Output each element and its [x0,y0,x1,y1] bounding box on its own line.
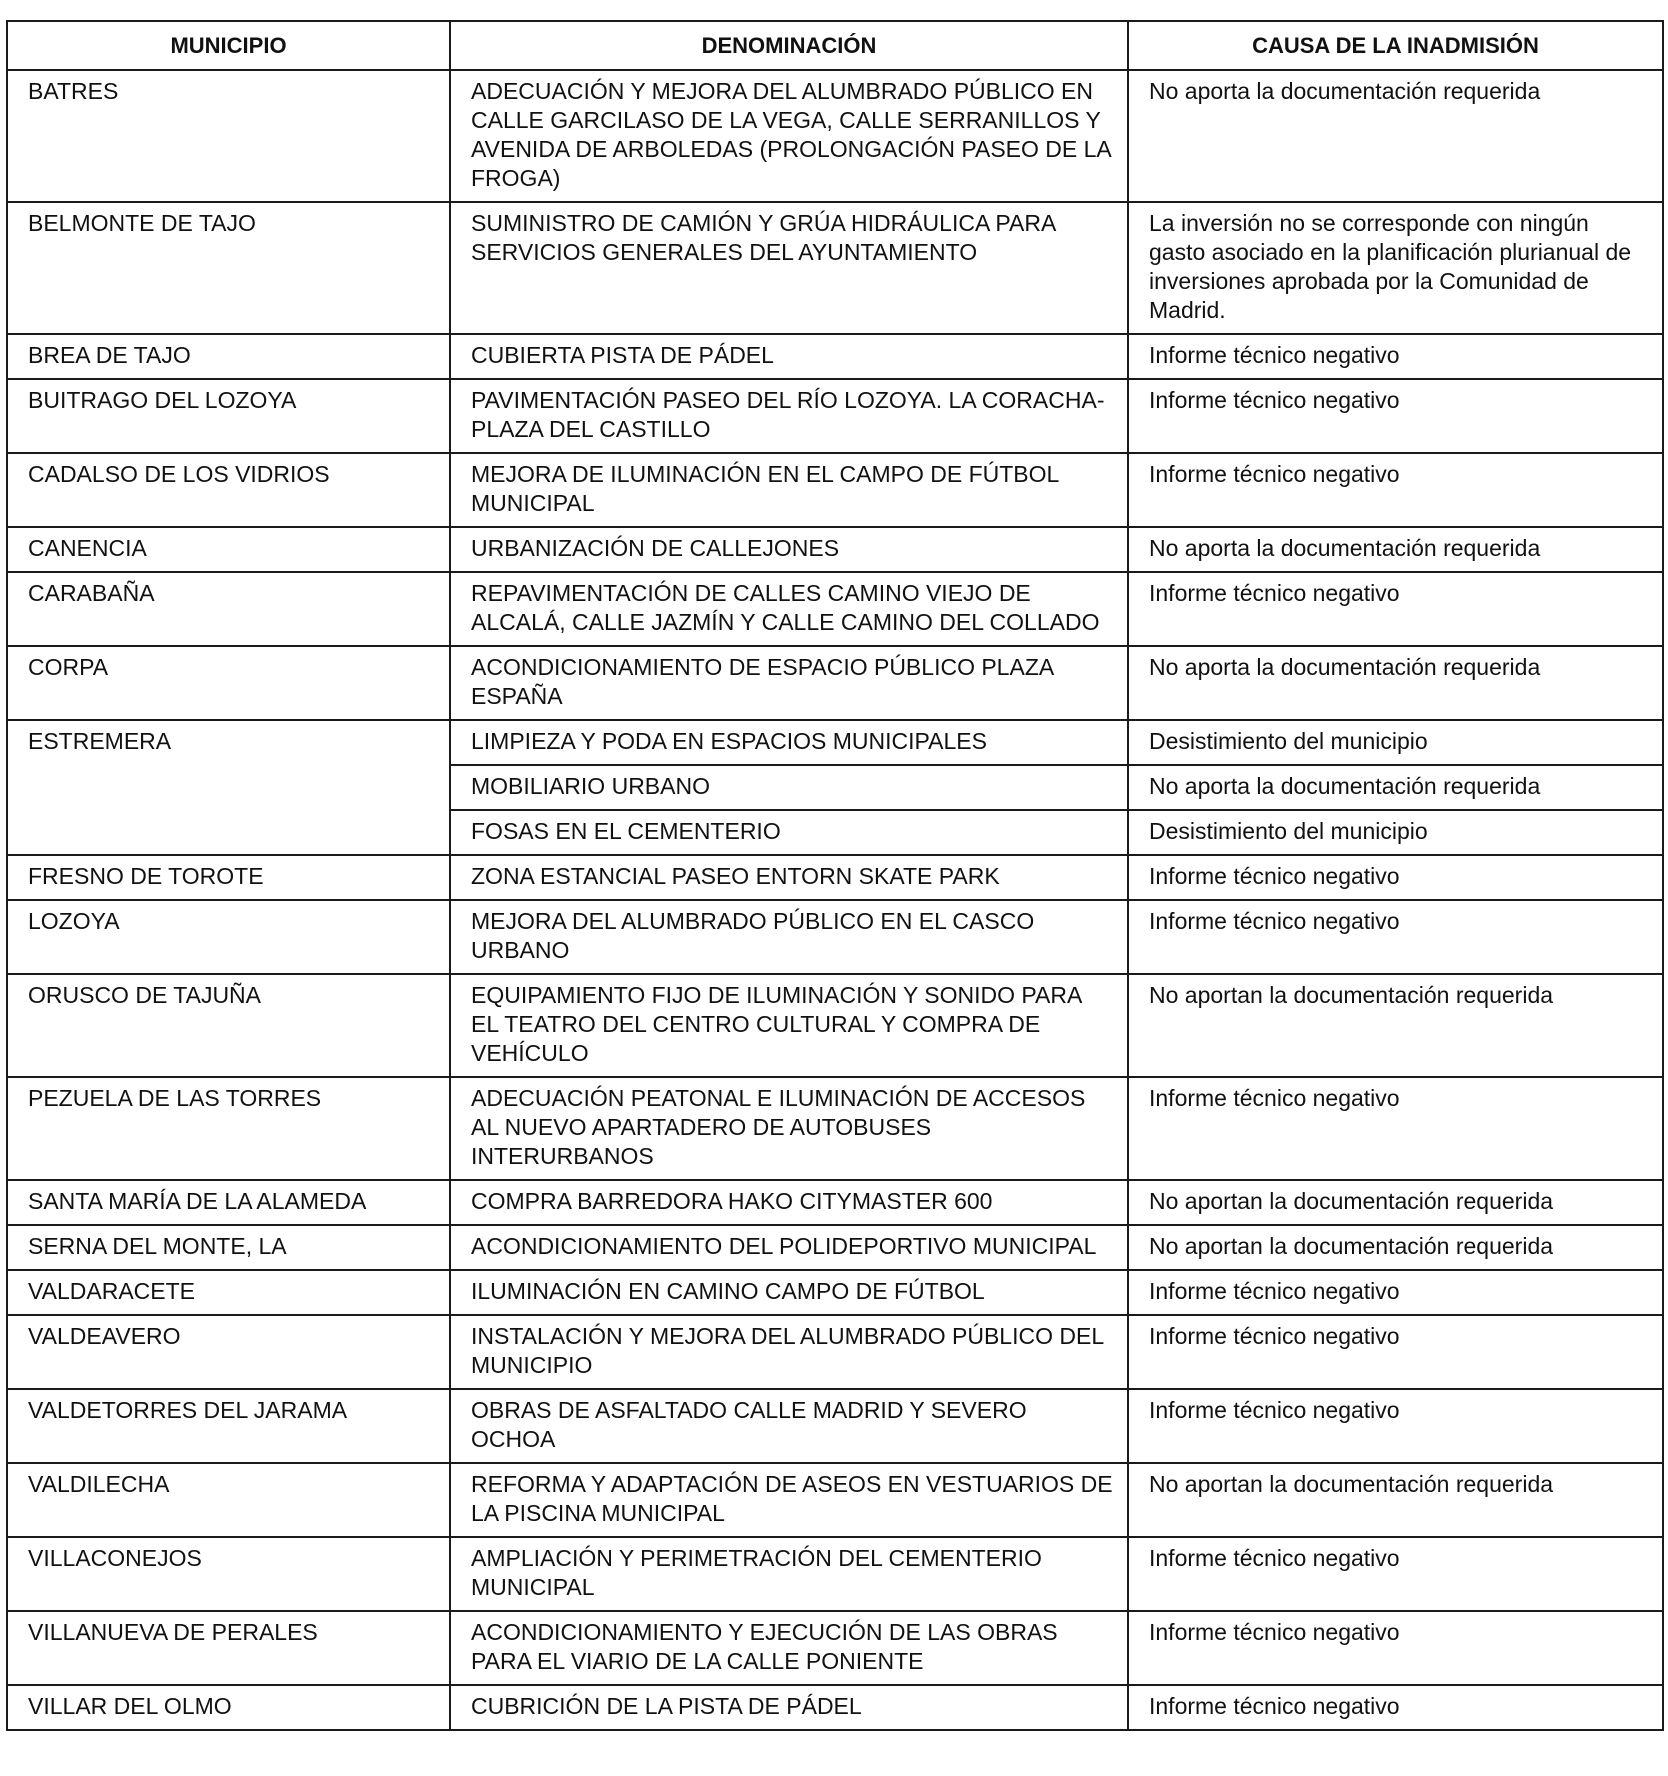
table-row [7,527,1663,572]
table-row [7,720,1663,765]
cell-causa: No aporta la documentación requerida [1128,527,1663,572]
cell-municipio: VALDILECHA [7,1463,450,1537]
table-row [7,1077,1663,1180]
cell-municipio: BATRES [7,70,450,202]
cell-denominacion: ILUMINACIÓN EN CAMINO CAMPO DE FÚTBOL [450,1270,1128,1315]
table-row [7,572,1663,646]
cell-denominacion: ZONA ESTANCIAL PASEO ENTORN SKATE PARK [450,855,1128,900]
table-header [7,21,1663,70]
table-row [7,1389,1663,1463]
cell-causa: Informe técnico negativo [1128,334,1663,379]
cell-causa: Informe técnico negativo [1128,1611,1663,1685]
cell-denominacion: OBRAS DE ASFALTADO CALLE MADRID Y SEVERO OCHOA [450,1389,1128,1463]
cell-municipio: SERNA DEL MONTE, LA [7,1225,450,1270]
cell-municipio: BUITRAGO DEL LOZOYA [7,379,450,453]
cell-denominacion: CUBIERTA PISTA DE PÁDEL [450,334,1128,379]
cell-municipio: BREA DE TAJO [7,334,450,379]
inadmission-table [6,20,1664,1731]
cell-causa: Informe técnico negativo [1128,453,1663,527]
cell-municipio: CORPA [7,646,450,720]
table-row [7,1270,1663,1315]
table-row [7,1537,1663,1611]
cell-denominacion: ACONDICIONAMIENTO DE ESPACIO PÚBLICO PLAZA ESPAÑA [450,646,1128,720]
table-row [7,1685,1663,1730]
cell-causa: No aportan la documentación requerida [1128,1225,1663,1270]
cell-denominacion: ACONDICIONAMIENTO DEL POLIDEPORTIVO MUNICIPAL [450,1225,1128,1270]
cell-denominacion: SUMINISTRO DE CAMIÓN Y GRÚA HIDRÁULICA PARA SERVICIOS GENERALES DEL AYUNTAMIENTO [450,202,1128,334]
cell-denominacion: ADECUACIÓN Y MEJORA DEL ALUMBRADO PÚBLICO EN CALLE GARCILASO DE LA VEGA, CALLE SERRANILLOS Y AVENIDA DE ARBOLEDAS (PROLONGACIÓN PASEO DE LA FROGA) [450,70,1128,202]
cell-causa: Informe técnico negativo [1128,572,1663,646]
cell-denominacion: REPAVIMENTACIÓN DE CALLES CAMINO VIEJO DE ALCALÁ, CALLE JAZMÍN Y CALLE CAMINO DEL COLLADO [450,572,1128,646]
cell-denominacion: EQUIPAMIENTO FIJO DE ILUMINACIÓN Y SONIDO PARA EL TEATRO DEL CENTRO CULTURAL Y COMPRA DE VEHÍCULO [450,974,1128,1077]
cell-municipio: VALDEAVERO [7,1315,450,1389]
cell-causa: No aporta la documentación requerida [1128,765,1663,810]
cell-causa: Desistimiento del municipio [1128,810,1663,855]
cell-municipio: CARABAÑA [7,572,450,646]
cell-denominacion: CUBRICIÓN DE LA PISTA DE PÁDEL [450,1685,1128,1730]
cell-denominacion: URBANIZACIÓN DE CALLEJONES [450,527,1128,572]
table-body [7,70,1663,1730]
cell-denominacion: ACONDICIONAMIENTO Y EJECUCIÓN DE LAS OBRAS PARA EL VIARIO DE LA CALLE PONIENTE [450,1611,1128,1685]
table-row [7,900,1663,974]
cell-municipio: VILLACONEJOS [7,1537,450,1611]
cell-causa: No aportan la documentación requerida [1128,974,1663,1077]
cell-causa: No aporta la documentación requerida [1128,70,1663,202]
cell-municipio: ESTREMERA [7,720,450,855]
cell-municipio: VILLAR DEL OLMO [7,1685,450,1730]
cell-municipio: ORUSCO DE TAJUÑA [7,974,450,1077]
cell-denominacion: ADECUACIÓN PEATONAL E ILUMINACIÓN DE ACCESOS AL NUEVO APARTADERO DE AUTOBUSES INTERURBANOS [450,1077,1128,1180]
cell-causa: No aportan la documentación requerida [1128,1463,1663,1537]
table-row [7,334,1663,379]
cell-denominacion: INSTALACIÓN Y MEJORA DEL ALUMBRADO PÚBLICO DEL MUNICIPIO [450,1315,1128,1389]
cell-denominacion: LIMPIEZA Y PODA EN ESPACIOS MUNICIPALES [450,720,1128,765]
cell-municipio: BELMONTE DE TAJO [7,202,450,334]
cell-municipio: LOZOYA [7,900,450,974]
table-row [7,202,1663,334]
table-row [7,646,1663,720]
table-row [7,1315,1663,1389]
cell-municipio: CANENCIA [7,527,450,572]
header-denominacion: DENOMINACIÓN [450,21,1128,70]
cell-causa: Informe técnico negativo [1128,900,1663,974]
cell-causa: No aportan la documentación requerida [1128,1180,1663,1225]
cell-municipio: VILLANUEVA DE PERALES [7,1611,450,1685]
table-row [7,70,1663,202]
cell-denominacion: MOBILIARIO URBANO [450,765,1128,810]
table-row [7,974,1663,1077]
cell-denominacion: AMPLIACIÓN Y PERIMETRACIÓN DEL CEMENTERIO MUNICIPAL [450,1537,1128,1611]
cell-causa: Informe técnico negativo [1128,379,1663,453]
cell-municipio: SANTA MARÍA DE LA ALAMEDA [7,1180,450,1225]
table-row [7,379,1663,453]
table-row [7,1225,1663,1270]
cell-causa: La inversión no se corresponde con ningún gasto asociado en la planificación plurianual de inversiones aprobada por la Comunidad de Madrid. [1128,202,1663,334]
cell-municipio: VALDARACETE [7,1270,450,1315]
cell-denominacion: MEJORA DE ILUMINACIÓN EN EL CAMPO DE FÚTBOL MUNICIPAL [450,453,1128,527]
table-row [7,453,1663,527]
cell-causa: Informe técnico negativo [1128,1315,1663,1389]
cell-denominacion: COMPRA BARREDORA HAKO CITYMASTER 600 [450,1180,1128,1225]
table-row [7,1463,1663,1537]
header-row [7,21,1663,70]
cell-causa: Informe técnico negativo [1128,1685,1663,1730]
cell-municipio: CADALSO DE LOS VIDRIOS [7,453,450,527]
cell-causa: No aporta la documentación requerida [1128,646,1663,720]
cell-causa: Desistimiento del municipio [1128,720,1663,765]
cell-causa: Informe técnico negativo [1128,1270,1663,1315]
cell-causa: Informe técnico negativo [1128,1537,1663,1611]
cell-causa: Informe técnico negativo [1128,1077,1663,1180]
cell-causa: Informe técnico negativo [1128,1389,1663,1463]
table-row [7,1180,1663,1225]
document-page [6,20,1662,1731]
header-causa: CAUSA DE LA INADMISIÓN [1128,21,1663,70]
table-row [7,1611,1663,1685]
cell-denominacion: REFORMA Y ADAPTACIÓN DE ASEOS EN VESTUARIOS DE LA PISCINA MUNICIPAL [450,1463,1128,1537]
cell-causa: Informe técnico negativo [1128,855,1663,900]
cell-municipio: PEZUELA DE LAS TORRES [7,1077,450,1180]
cell-municipio: VALDETORRES DEL JARAMA [7,1389,450,1463]
header-municipio: MUNICIPIO [7,21,450,70]
table-row [7,855,1663,900]
cell-denominacion: MEJORA DEL ALUMBRADO PÚBLICO EN EL CASCO URBANO [450,900,1128,974]
cell-municipio: FRESNO DE TOROTE [7,855,450,900]
cell-denominacion: FOSAS EN EL CEMENTERIO [450,810,1128,855]
cell-denominacion: PAVIMENTACIÓN PASEO DEL RÍO LOZOYA. LA CORACHA-PLAZA DEL CASTILLO [450,379,1128,453]
